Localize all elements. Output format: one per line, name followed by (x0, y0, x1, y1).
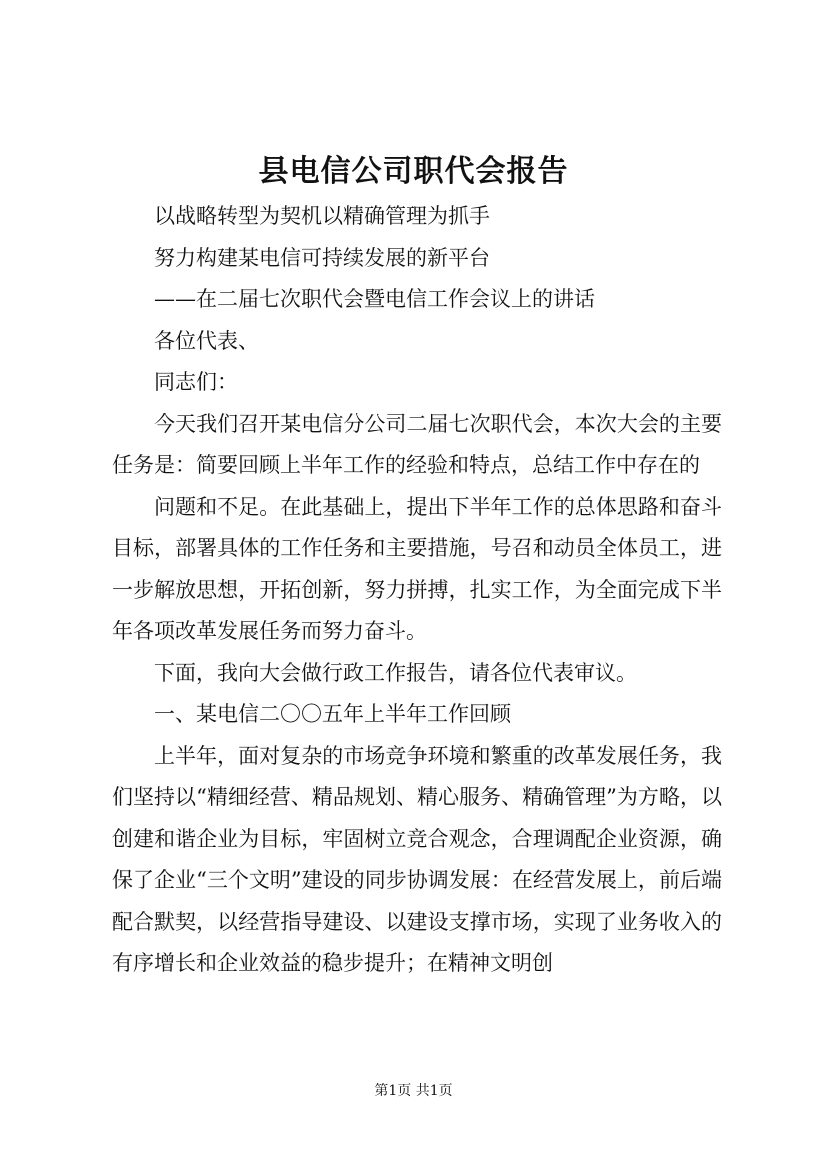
paragraph-intro: 今天我们召开某电信分公司二届七次职代会，本次大会的主要任务是：简要回顾上半年工作的经验和特点，总结工作中存在的 (112, 411, 722, 477)
paragraph-tasks: 问题和不足。在此基础上，提出下半年工作的总体思路和奋斗目标，部署具体的工作任务和主要措施，号召和动员全体员工，进一步解放思想，开拓创新，努力拼搏，扎实工作，为全面完成下半年各项改革发展任务而努力奋斗。 (112, 494, 722, 643)
section-heading-review: 一、某电信二〇〇五年上半年工作回顾 (154, 702, 511, 726)
subtitle-line-2: 努力构建某电信可持续发展的新平台 (154, 245, 490, 270)
paragraph-first-half-review: 上半年，面对复杂的市场竞争环境和繁重的改革发展任务，我们坚持以“精细经营、精品规划、精心服务、精确管理”为方略，以创建和谐企业为目标，牢固树立竞合观念，合理调配企业资源，确保了企业“三个文明”建设的同步协调发展：在经营发展上，前后端配合默契，以经营指导建设、以建设支撑市场，实现了业务收入的有序增长和企业效益的稳步提升；在精神文明创 (112, 743, 722, 975)
speech-occasion: ——在二届七次职代会暨电信工作会议上的讲话 (154, 287, 595, 311)
page-number-footer: 第1页 共1页 (374, 1083, 453, 1099)
salutation-comrades: 同志们： (154, 370, 238, 394)
salutation-representatives: 各位代表、 (154, 328, 259, 353)
document-title: 县电信公司职代会报告 (258, 154, 569, 189)
document-body (112, 196, 722, 985)
paragraph-report-notice: 下面，我向大会做行政工作报告，请各位代表审议。 (154, 660, 637, 685)
subtitle-line-1: 以战略转型为契机以精确管理为抓手 (154, 204, 490, 228)
